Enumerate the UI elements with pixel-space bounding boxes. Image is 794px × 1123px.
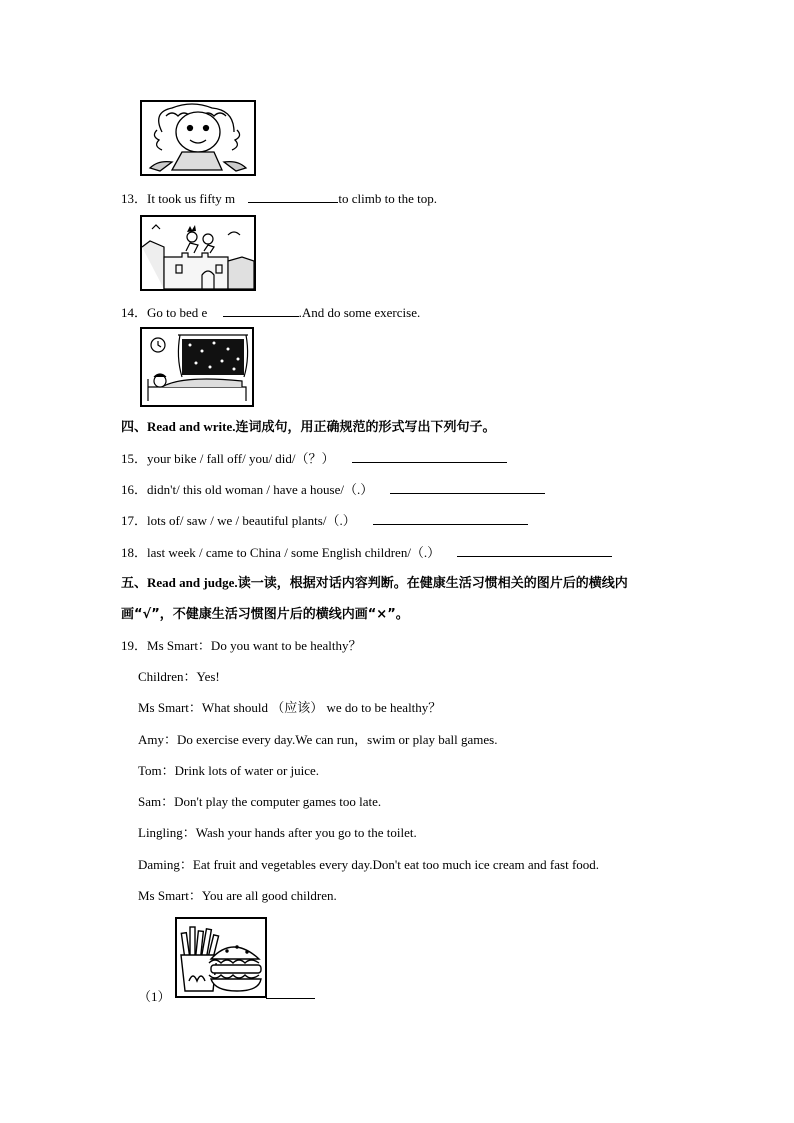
question-text-after: .And do some exercise. bbox=[298, 305, 421, 320]
question-19 bbox=[121, 635, 362, 654]
answer-blank[interactable] bbox=[373, 512, 528, 525]
question-text: It took us fifty m bbox=[147, 191, 236, 206]
answer-blank[interactable] bbox=[248, 190, 338, 203]
question-number: 13． bbox=[121, 191, 148, 206]
section-5-heading-line2: 画“√”，不健康生活习惯图片后的横线内画“×”。 bbox=[121, 607, 409, 622]
castle-climb-image bbox=[140, 215, 256, 291]
dialogue-line: Amy：Do exercise every day.We can run，swim or play ball games. bbox=[138, 732, 498, 747]
question-13 bbox=[121, 188, 437, 207]
question-number: 17． bbox=[121, 513, 148, 528]
castle-drawing bbox=[142, 217, 254, 289]
fast-food-image bbox=[175, 917, 267, 998]
question-text: your bike / fall off/ you/ did/（？） bbox=[147, 451, 335, 466]
question-text: didn't/ this old woman / have a house/（.） bbox=[147, 482, 374, 497]
section-title-en: Read and judge. bbox=[147, 575, 238, 590]
question-15 bbox=[121, 448, 507, 467]
question-number: 14． bbox=[121, 305, 148, 320]
question-text-after: to climb to the top. bbox=[338, 191, 437, 206]
answer-blank[interactable] bbox=[223, 304, 299, 317]
dialogue-line: Lingling：Wash your hands after you go to the toilet. bbox=[138, 825, 417, 840]
dialogue-line: Ms Smart：Do you want to be healthy？ bbox=[147, 638, 362, 653]
section-5-heading bbox=[121, 572, 628, 591]
dialogue-line: Sam：Don't play the computer games too late. bbox=[138, 794, 382, 809]
question-number: 19． bbox=[121, 638, 148, 653]
dialogue-line: Children：Yes! bbox=[138, 669, 220, 684]
question-text: lots of/ saw / we / beautiful plants/（.） bbox=[147, 513, 356, 528]
section-title-cn: 连词成句，用正确规范的形式写出下列句子。 bbox=[235, 420, 496, 435]
answer-blank[interactable] bbox=[352, 450, 507, 463]
question-17 bbox=[121, 510, 528, 529]
question-number: 15． bbox=[121, 451, 148, 466]
question-text: last week / came to China / some English children/（.） bbox=[147, 545, 441, 560]
question-18 bbox=[121, 542, 612, 561]
dialogue-line: Daming：Eat fruit and vegetables every day.Don't eat too much ice cream and fast food. bbox=[138, 857, 600, 872]
dialogue-line: Ms Smart：You are all good children. bbox=[138, 888, 337, 903]
bedtime-image bbox=[140, 327, 254, 407]
fast-food-drawing bbox=[177, 919, 265, 996]
doll-image bbox=[140, 100, 256, 176]
question-14 bbox=[121, 302, 420, 321]
dialogue-line: Ms Smart：What should （应该） we do to be healthy？ bbox=[138, 700, 442, 715]
sub-question-1-label: （1） bbox=[138, 989, 171, 1004]
question-text: Go to bed e bbox=[147, 305, 208, 320]
section-4-heading bbox=[121, 416, 496, 435]
answer-blank-1[interactable] bbox=[266, 986, 315, 999]
question-16 bbox=[121, 479, 545, 498]
question-number: 18． bbox=[121, 545, 148, 560]
question-number: 16． bbox=[121, 482, 148, 497]
section-title-en: Read and write. bbox=[147, 419, 236, 434]
bedtime-drawing bbox=[142, 329, 252, 405]
section-label: 四、 bbox=[121, 420, 148, 435]
doll-drawing bbox=[142, 102, 254, 174]
answer-blank[interactable] bbox=[390, 481, 545, 494]
section-label: 五、 bbox=[121, 576, 148, 591]
dialogue-line: Tom：Drink lots of water or juice. bbox=[138, 763, 320, 778]
answer-blank[interactable] bbox=[457, 544, 612, 557]
section-title-cn-line1: 读一读，根据对话内容判断。在健康生活习惯相关的图片后的横线内 bbox=[237, 576, 628, 591]
